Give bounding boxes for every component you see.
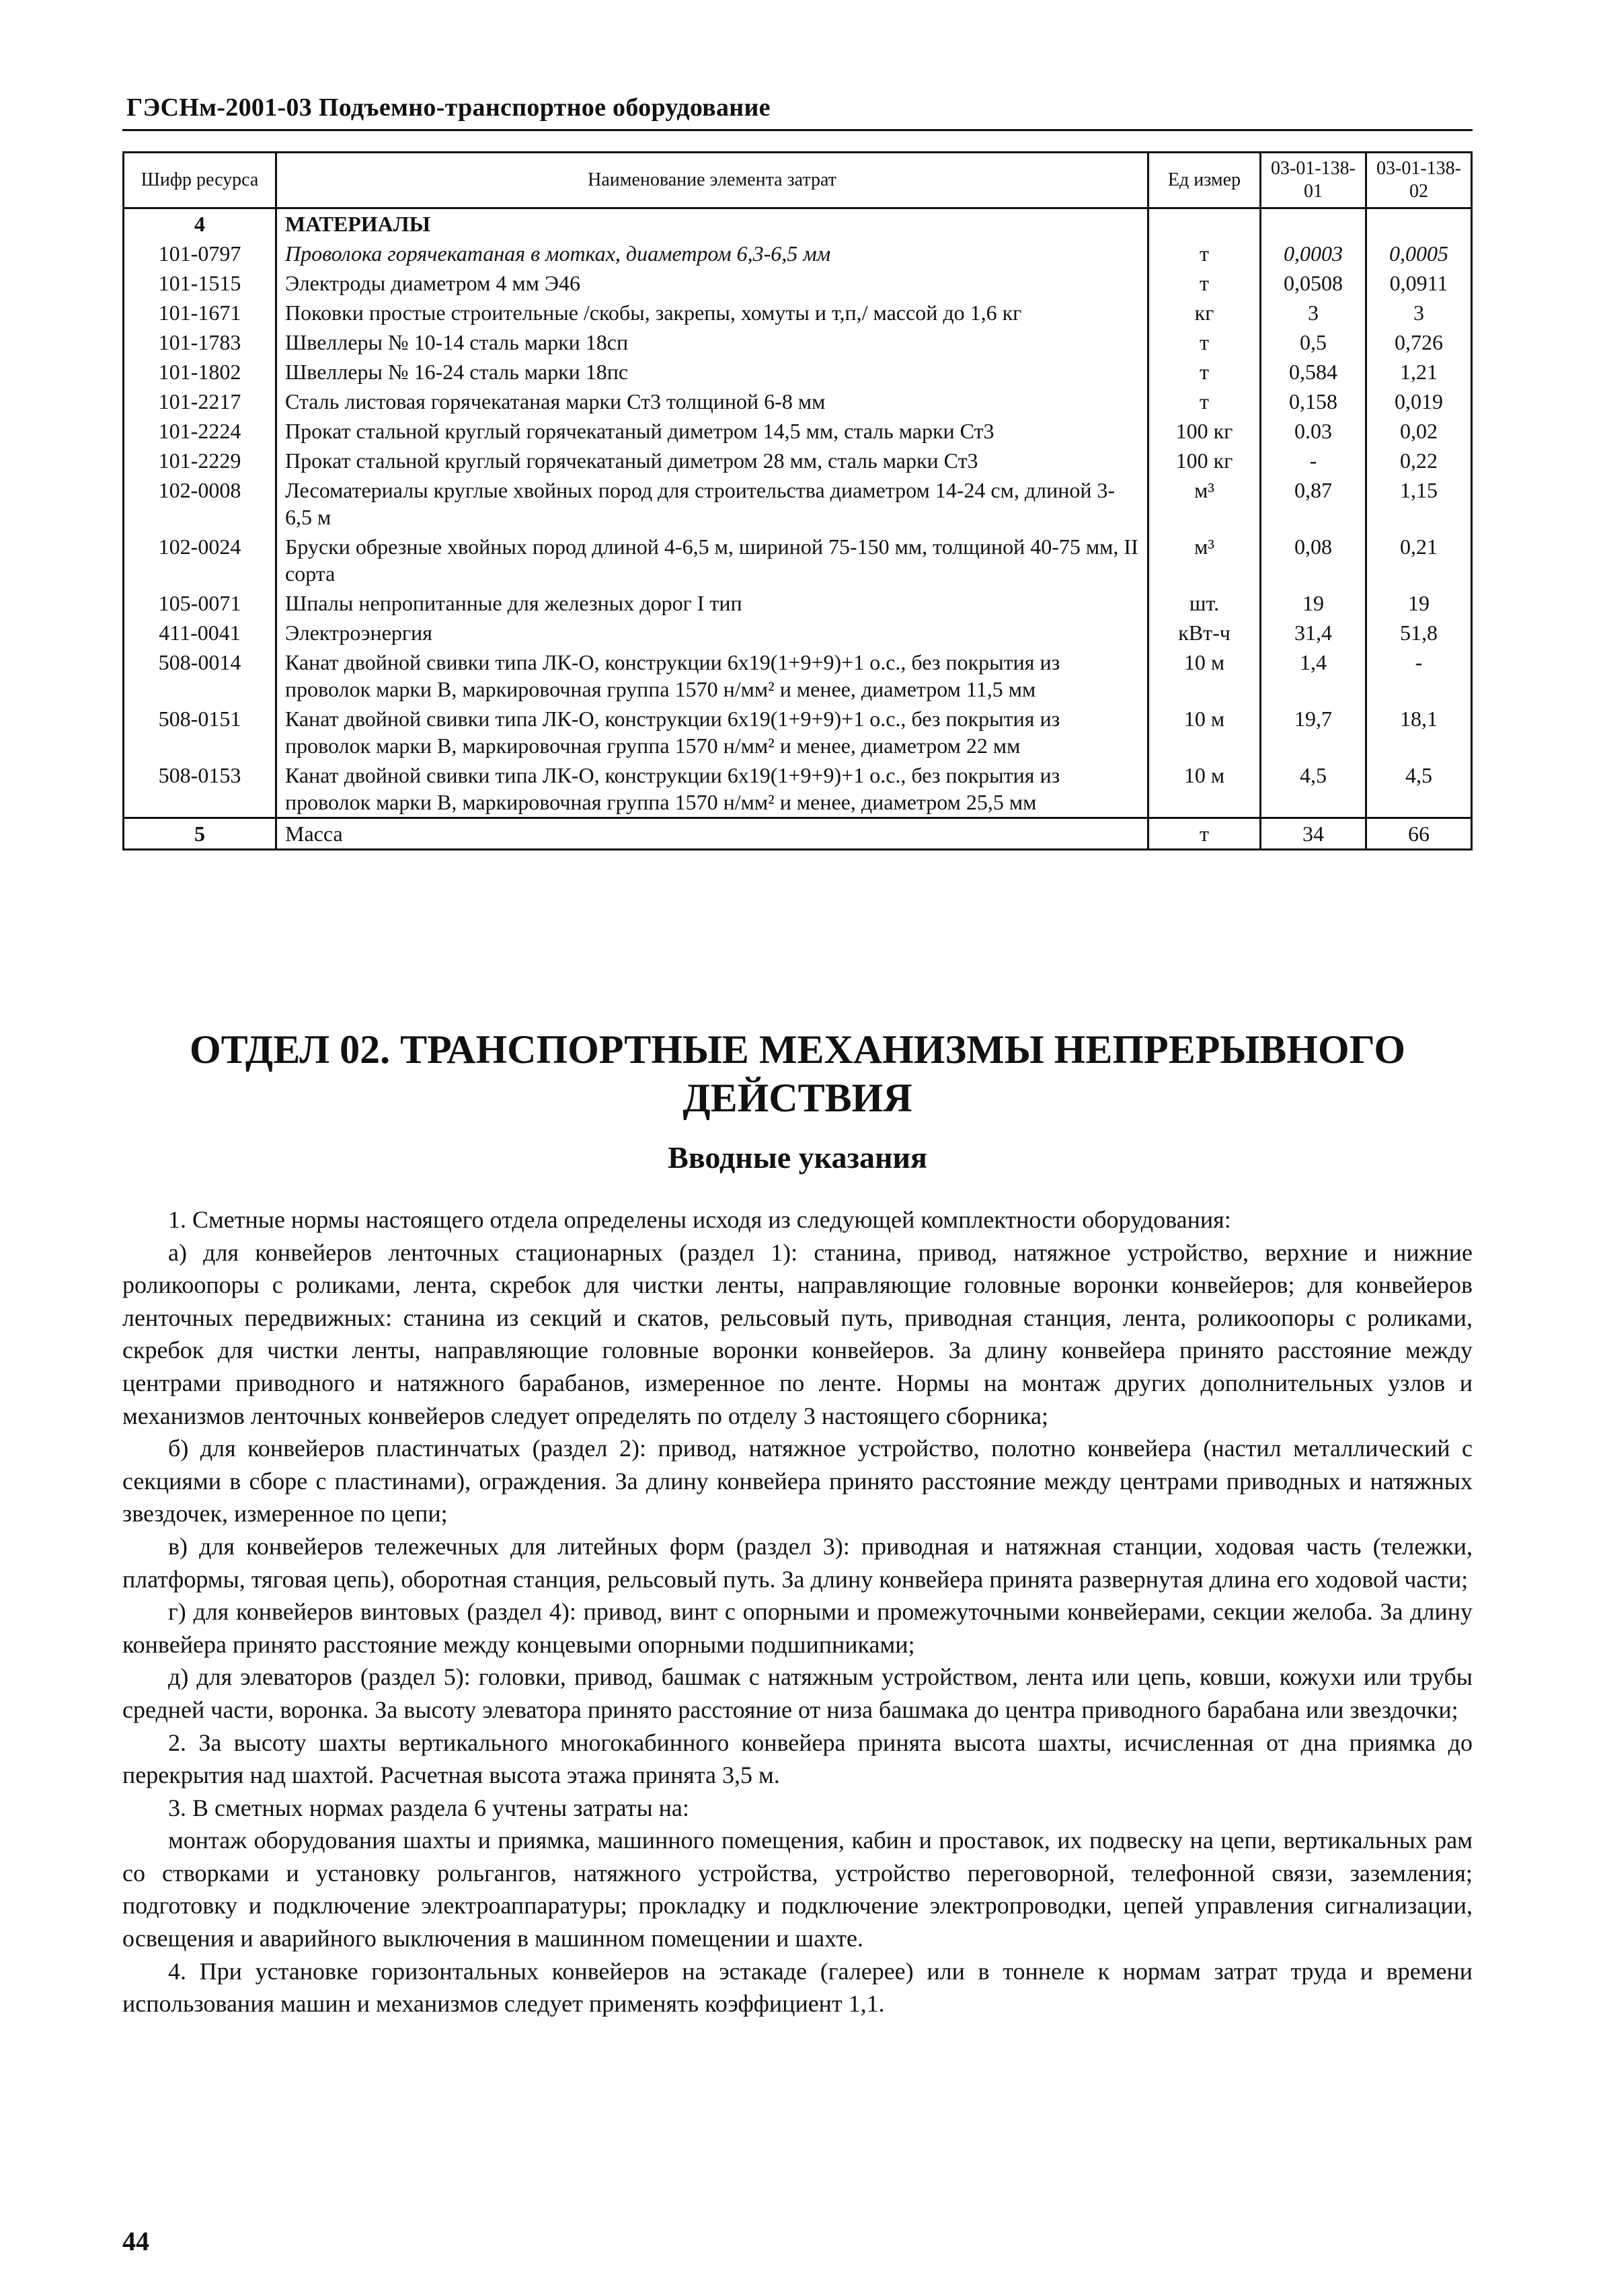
resource-code: 102-0024	[124, 532, 276, 588]
paragraph: г) для конвейеров винтовых (раздел 4): привод, винт с опорными и промежуточными конвейерами, секции желоба. За длину конвейера принято расстояние между концевыми опорными подшипниками;	[122, 1598, 1473, 1658]
resource-name: Прокат стальной круглый горячекатаный диметром 28 мм, сталь марки Ст3	[276, 446, 1148, 475]
intro-text	[122, 1203, 1473, 2020]
paragraph: 2. За высоту шахты вертикального многокабинного конвейера принята высота шахты, исчисленная от дна приямка до перекрытия над шахтой. Расчетная высота этажа принята 3,5 м.	[122, 1729, 1473, 1789]
resource-unit: т	[1148, 387, 1261, 416]
value-138-02: 1,15	[1366, 475, 1472, 532]
resource-name: Проволока горячекатаная в мотках, диаметром 6,3-6,5 мм	[276, 239, 1148, 268]
table-row	[124, 704, 1472, 760]
resource-code: 101-2217	[124, 387, 276, 416]
resource-name: Швеллеры № 16-24 сталь марки 18пс	[276, 357, 1148, 387]
resource-name: Прокат стальной круглый горячекатаный диметром 14,5 мм, сталь марки Ст3	[276, 416, 1148, 446]
value-138-01: 0,08	[1261, 532, 1366, 588]
value-138-02: 0,21	[1366, 532, 1472, 588]
paragraph: в) для конвейеров тележечных для литейных форм (раздел 3): приводная и натяжная станции, ходовая часть (тележки, платформы, тяговая цепь), оборотная станция, рельсовый путь. За длину конвейера принята развернутая длина его ходовой части;	[122, 1532, 1473, 1593]
resource-unit: 10 м	[1148, 760, 1261, 818]
resource-code: 508-0151	[124, 704, 276, 760]
resource-name: Поковки простые строительные /скобы, закрепы, хомуты и т,п,/ массой до 1,6 кг	[276, 298, 1148, 327]
value-138-01: 4,5	[1261, 760, 1366, 818]
resource-name: Лесоматериалы круглые хвойных пород для строительства диаметром 14-24 см, длиной 3-6,5 м	[276, 475, 1148, 532]
mass-unit: т	[1148, 818, 1261, 850]
resource-unit: кВт-ч	[1148, 618, 1261, 647]
resource-name: Сталь листовая горячекатаная марки Ст3 толщиной 6-8 мм	[276, 387, 1148, 416]
paragraph: 1. Сметные нормы настоящего отдела определены исходя из следующей комплектности оборудования:	[168, 1206, 1231, 1233]
resource-code: 102-0008	[124, 475, 276, 532]
table-body	[124, 208, 1472, 850]
table-row	[124, 446, 1472, 475]
table-row	[124, 647, 1472, 704]
resource-code: 508-0153	[124, 760, 276, 818]
mass-138-02: 66	[1366, 818, 1472, 850]
value-138-02: 0,019	[1366, 387, 1472, 416]
value-138-01: 1,4	[1261, 647, 1366, 704]
resource-unit: 10 м	[1148, 647, 1261, 704]
value-138-02: 0,0005	[1366, 239, 1472, 268]
table-row	[124, 532, 1472, 588]
resource-code: 508-0014	[124, 647, 276, 704]
resource-unit: м³	[1148, 532, 1261, 588]
resource-name: Канат двойной свивки типа ЛК-О, конструкции 6х19(1+9+9)+1 о.с., без покрытия из проволок марки В, маркировочная группа 1570 н/мм² и менее, диаметром 11,5 мм	[276, 647, 1148, 704]
resource-code: 101-1515	[124, 268, 276, 298]
col-header-03-01-138-02: 03-01-138-02	[1366, 153, 1472, 208]
col-header-code: Шифр ресурса	[124, 153, 276, 208]
paragraph: 3. В сметных нормах раздела 6 учтены затраты на:	[168, 1794, 689, 1821]
resource-code: 101-1783	[124, 327, 276, 357]
section-name: МАТЕРИАЛЫ	[276, 208, 1148, 239]
resource-unit: кг	[1148, 298, 1261, 327]
value-138-01: 0,0508	[1261, 268, 1366, 298]
value-138-02: -	[1366, 647, 1472, 704]
resource-unit: т	[1148, 239, 1261, 268]
value-138-01: 0,158	[1261, 387, 1366, 416]
value-138-01: 19,7	[1261, 704, 1366, 760]
table-row	[124, 588, 1472, 618]
header-rule	[122, 129, 1473, 131]
resource-code: 101-1671	[124, 298, 276, 327]
page-number: 44	[122, 2226, 149, 2256]
resource-name: Канат двойной свивки типа ЛК-О, конструкции 6х19(1+9+9)+1 о.с., без покрытия из проволок марки В, маркировочная группа 1570 н/мм² и менее, диаметром 25,5 мм	[276, 760, 1148, 818]
value-138-02: 4,5	[1366, 760, 1472, 818]
mass-code: 5	[124, 818, 276, 850]
value-138-01: 0,0003	[1261, 239, 1366, 268]
resource-unit: т	[1148, 327, 1261, 357]
table-row	[124, 239, 1472, 268]
value-138-01: 0,584	[1261, 357, 1366, 387]
resource-code: 101-1802	[124, 357, 276, 387]
resource-unit: т	[1148, 268, 1261, 298]
value-138-02: 19	[1366, 588, 1472, 618]
section-subtitle: Вводные указания	[668, 1140, 927, 1175]
value-138-02: 0,726	[1366, 327, 1472, 357]
value-138-02: 3	[1366, 298, 1472, 327]
value-138-01: 0,87	[1261, 475, 1366, 532]
resource-unit: шт.	[1148, 588, 1261, 618]
value-138-02: 18,1	[1366, 704, 1472, 760]
table-row	[124, 298, 1472, 327]
resource-unit: м³	[1148, 475, 1261, 532]
resource-code: 101-0797	[124, 239, 276, 268]
mass-138-01: 34	[1261, 818, 1366, 850]
resources-table	[122, 151, 1473, 850]
resource-unit: т	[1148, 357, 1261, 387]
table-row	[124, 416, 1472, 446]
paragraph: а) для конвейеров ленточных стационарных (раздел 1): станина, привод, натяжное устройство, верхние и нижние роликоопоры с роликами, лента, скребок для чистки ленты, направляющие головные воронки конвейеров; для конвейеров ленточных передвижных: станина из секций и скатов, рельсовый путь, приводная станция, лента, роликоопоры с роликами, скребок для чистки ленты, направляющие головные воронки конвейеров. За длину конвейера принято расстояние между центрами приводного и натяжного барабанов, измеренное по ленте. Нормы на монтаж других дополнительных узлов и механизмов ленточных конвейеров следует определять по отделу 3 настоящего сборника;	[122, 1238, 1473, 1429]
table-row	[124, 760, 1472, 818]
value-138-01: 0.03	[1261, 416, 1366, 446]
col-header-unit: Ед измер	[1148, 153, 1261, 208]
paragraph: монтаж оборудования шахты и приямка, машинного помещения, кабин и проставок, их подвеску на цепи, вертикальных рам со створками и установку рольгангов, натяжного устройства, устройство переговорной, телефонной связи, заземления; подготовку и подключение электроаппаратуры; прокладку и подключение электропроводки, цепей управления сигнализации, освещения и аварийного выключения в машинном помещении и шахте.	[122, 1827, 1473, 1952]
section-row-materials	[124, 208, 1472, 239]
col-header-name: Наименование элемента затрат	[276, 153, 1148, 208]
table-row	[124, 475, 1472, 532]
running-title: ГЭСНм-2001-03 Подъемно-транспортное оборудование	[126, 93, 771, 122]
resource-name: Канат двойной свивки типа ЛК-О, конструкции 6х19(1+9+9)+1 о.с., без покрытия из проволок марки В, маркировочная группа 1570 н/мм² и менее, диаметром 22 мм	[276, 704, 1148, 760]
mass-label: Масса	[276, 818, 1148, 850]
resource-unit: 10 м	[1148, 704, 1261, 760]
table-row	[124, 387, 1472, 416]
resource-code: 101-2229	[124, 446, 276, 475]
resource-code: 101-2224	[124, 416, 276, 446]
resource-code: 411-0041	[124, 618, 276, 647]
paragraph: 4. При установке горизонтальных конвейеров на эстакаде (галерее) или в тоннеле к нормам затрат труда и времени использования машин и механизмов следует применять коэффициент 1,1.	[122, 1957, 1473, 2018]
value-138-01: 0,5	[1261, 327, 1366, 357]
value-138-01: 31,4	[1261, 618, 1366, 647]
table-row	[124, 357, 1472, 387]
resource-unit: 100 кг	[1148, 446, 1261, 475]
paragraph: б) для конвейеров пластинчатых (раздел 2): привод, натяжное устройство, полотно конвейера (настил металлический с секциями в сборе с пластинами), ограждения. За длину конвейера принято расстояние между центрами приводных и натяжных звездочек, измеренное по цепи;	[122, 1435, 1473, 1528]
paragraph: д) для элеваторов (раздел 5): головки, привод, башмак с натяжным устройством, лента или цепь, ковши, кожухи или трубы средней части, воронка. За высоту элеватора принято расстояние от низа башмака до центра приводного барабана или звездочки;	[122, 1663, 1473, 1723]
resource-code: 105-0071	[124, 588, 276, 618]
mass-row	[124, 818, 1472, 850]
value-138-02: 0,0911	[1366, 268, 1472, 298]
resource-name: Швеллеры № 10-14 сталь марки 18сп	[276, 327, 1148, 357]
value-138-02: 51,8	[1366, 618, 1472, 647]
resource-name: Шпалы непропитанные для железных дорог I тип	[276, 588, 1148, 618]
table-row	[124, 268, 1472, 298]
value-138-01: 3	[1261, 298, 1366, 327]
table-header-row	[124, 153, 1472, 208]
resource-unit: 100 кг	[1148, 416, 1261, 446]
value-138-01: -	[1261, 446, 1366, 475]
value-138-02: 0,22	[1366, 446, 1472, 475]
resource-name: Электроды диаметром 4 мм Э46	[276, 268, 1148, 298]
table-row	[124, 618, 1472, 647]
value-138-02: 0,02	[1366, 416, 1472, 446]
resource-name: Бруски обрезные хвойных пород длиной 4-6,5 м, шириной 75-150 мм, толщиной 40-75 мм, II сорта	[276, 532, 1148, 588]
value-138-01: 19	[1261, 588, 1366, 618]
col-header-03-01-138-01: 03-01-138-01	[1261, 153, 1366, 208]
section-code: 4	[124, 208, 276, 239]
table-row	[124, 327, 1472, 357]
value-138-02: 1,21	[1366, 357, 1472, 387]
section-title: ОТДЕЛ 02. ТРАНСПОРТНЫЕ МЕХАНИЗМЫ НЕПРЕРЫВНОГО ДЕЙСТВИЯ	[190, 1027, 1405, 1120]
resource-name: Электроэнергия	[276, 618, 1148, 647]
